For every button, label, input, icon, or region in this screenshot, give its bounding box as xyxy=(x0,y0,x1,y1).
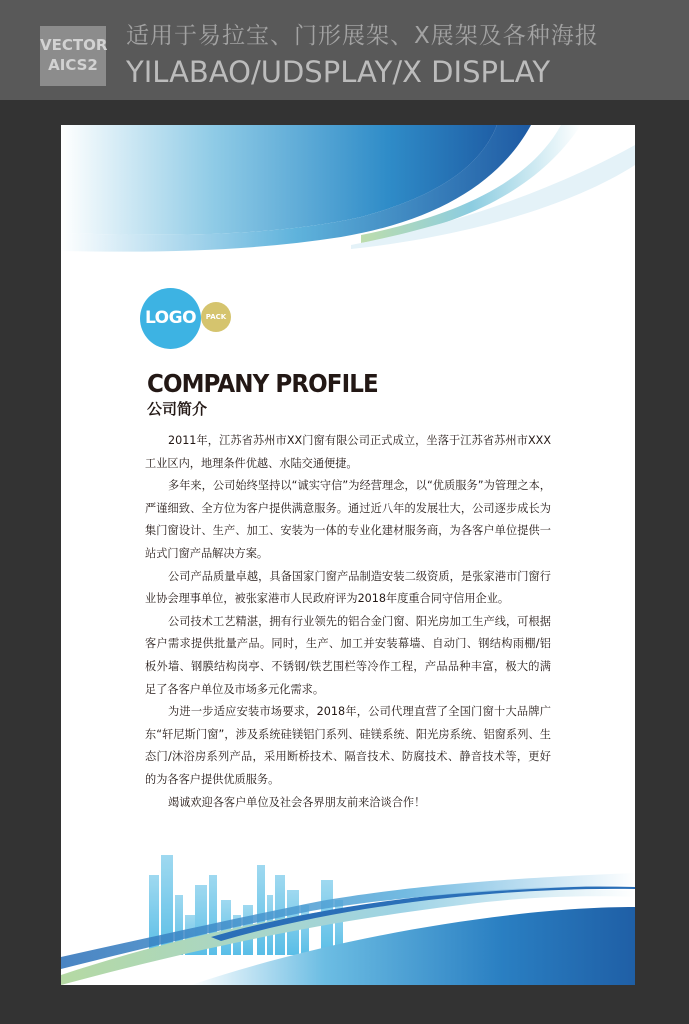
profile-paragraph: 竭诚欢迎各客户单位及社会各界朋友前来洽谈合作！ xyxy=(167,795,426,809)
logo-pack-text: PACK xyxy=(205,313,227,321)
company-profile-title: COMPANY PROFILE xyxy=(147,369,378,398)
header-title-en: YILABAO/UDSPLAY/X DISPLAY xyxy=(126,55,551,89)
badge-line2: AICS2 xyxy=(48,56,98,74)
logo-text: LOGO xyxy=(144,308,197,328)
badge-line1: VECTOR xyxy=(40,36,108,54)
company-profile-subtitle: 公司简介 xyxy=(147,400,208,418)
bottom-wave-decoration xyxy=(61,845,635,985)
header-banner xyxy=(0,0,689,100)
profile-body xyxy=(145,430,551,814)
profile-paragraph: 2011年，江苏省苏州市XX门窗有限公司正式成立，坐落于江苏省苏州市XXX工业区内，地理条件优越、水陆交通便捷。 xyxy=(145,434,551,470)
profile-paragraph: 公司技术工艺精湛，拥有行业领先的铝合金门窗、阳光房加工生产线，可根据客户需求提供批量产品。同时，生产、加工并安装幕墙、自动门、钢结构雨棚/铝板外墙、钢膜结构岗亭、不锈钢/铁艺围栏等冷作工程，产品品种丰富，极大的满足了各客户单位及市场多元化需求。 xyxy=(145,614,551,696)
vector-badge xyxy=(40,26,106,86)
top-wave-decoration xyxy=(61,125,635,255)
profile-paragraph: 为进一步适应安装市场要求，2018年，公司代理直营了全国门窗十大品牌广东“轩尼斯门窗”，涉及系统硅镁铝门系列、硅镁系统、阳光房系统、铝窗系列、生态门/沐浴房系列产品，采用断桥技术、隔音技术、防腐技术、静音技术等，更好的为各客户提供优质服务。 xyxy=(145,705,551,786)
profile-paragraph: 多年来，公司始终坚持以“诚实守信”为经营理念，以“优质服务”为管理之本，严谨细致、全方位为客户提供满意服务。通过近八年的发展壮大，公司逐步成长为集门窗设计、生产、加工、安装为一体的专业化建材服务商，为各客户单位提供一站式门窗产品解决方案。 xyxy=(145,479,551,560)
profile-paragraph: 公司产品质量卓越，具备国家门窗产品制造安装二级资质，是张家港市门窗行业协会理事单位，被张家港市人民政府评为2018年度重合同守信用企业。 xyxy=(145,569,551,606)
poster xyxy=(61,125,635,985)
header-title-cn: 适用于易拉宝、门形展架、X展架及各种海报 xyxy=(126,23,599,49)
